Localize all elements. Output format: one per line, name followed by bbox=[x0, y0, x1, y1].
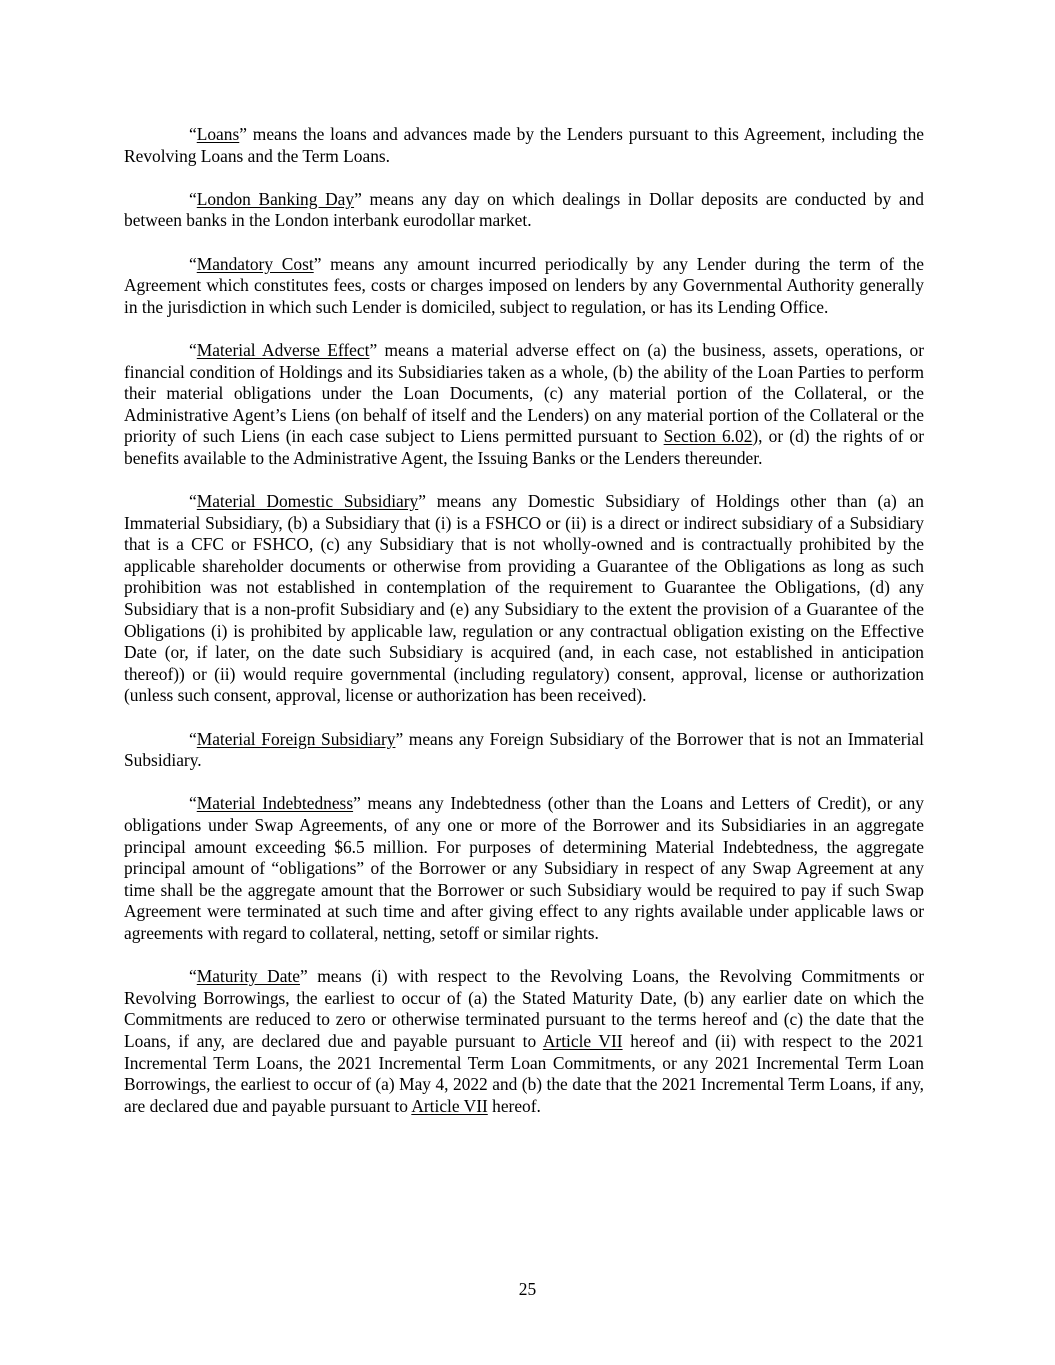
definition-text: ” means a material adverse effect on (a) the business, assets, operations, or financial condition of Holdings and its Subsidiaries taken as a whole, (b) the ability of the Loan Parties to perform their material obligations under the Loan Documents, (c) any material portion of the Collateral, or the Administrative Agent’s Liens (on behalf of itself and the Lenders) on any material portion of the Collateral or the priority of such Liens (in each case subject to Liens permitted pursuant to bbox=[124, 339, 925, 447]
definition-paragraph bbox=[124, 254, 924, 319]
defined-term: Material Foreign Subsidiary bbox=[196, 728, 396, 749]
definition-text: “ bbox=[189, 793, 197, 814]
definition-text: hereof. bbox=[487, 1095, 541, 1116]
definition-text: “ bbox=[189, 339, 197, 360]
definition-text: “ bbox=[189, 728, 197, 749]
defined-term: London Banking Day bbox=[196, 188, 355, 209]
definition-paragraph bbox=[124, 729, 924, 772]
definition-paragraph bbox=[124, 793, 924, 944]
definition-text: ” means any Foreign Subsidiary of the Borrower that is not an Immaterial Subsidiary. bbox=[124, 728, 924, 771]
defined-term: Article VII bbox=[542, 1030, 623, 1051]
definition-text: ” means any day on which dealings in Dollar deposits are conducted by and between banks in the London interbank eurodollar market. bbox=[124, 188, 924, 231]
definition-text: “ bbox=[189, 253, 197, 274]
definition-paragraph bbox=[124, 491, 924, 707]
defined-term: Material Domestic Subsidiary bbox=[196, 491, 419, 512]
definition-text: ” means (i) with respect to the Revolving Loans, the Revolving Commitments or Revolving Borrowings, the earliest to occur of (a) the Stated Maturity Date, (b) any earlier date on which the Commitments are reduced to zero or otherwise terminated pursuant to the terms hereof and (c) the date that the Loans, if any, are declared due and payable pursuant to bbox=[124, 966, 924, 1051]
page-number: 25 bbox=[518, 1279, 537, 1299]
definition-text: “ bbox=[189, 124, 197, 144]
defined-term: Material Adverse Effect bbox=[196, 339, 370, 360]
defined-term: Loans bbox=[196, 124, 240, 144]
definition-text: “ bbox=[189, 491, 197, 512]
definition-text: ” means any amount incurred periodically by any Lender during the term of the Agreement which constitutes fees, costs or charges imposed on lenders by any Governmental Authority generally in the jurisdiction in which such Lender is domiciled, subject to regulation, or has its Lending Office. bbox=[124, 253, 924, 317]
definition-paragraph bbox=[124, 340, 924, 470]
definition-text: ” means any Indebtedness (other than the Loans and Letters of Credit), or any obligations under Swap Agreements, of any one or more of the Borrower and its Subsidiaries in an aggregate principal amount exceeding $6.5 million. For purposes of determining Material Indebtedness, the aggregate principal amount of “obligations” of the Borrower or any Subsidiary in respect of any Swap Agreement at any time shall be the aggregate amount that the Borrower or such Subsidiary would be required to pay if such Swap Agreement were terminated at such time and after giving effect to any rights available under applicable laws or agreements with regard to collateral, netting, setoff or similar rights. bbox=[124, 793, 925, 943]
defined-term: Material Indebtedness bbox=[196, 793, 354, 814]
defined-term: Maturity Date bbox=[196, 966, 300, 987]
definition-paragraph bbox=[124, 124, 924, 167]
definition-text: ), or (d) the rights of or benefits available to the Administrative Agent, the Issuing Banks or the Lenders thereunder. bbox=[124, 426, 924, 468]
definition-text: “ bbox=[189, 966, 197, 987]
definition-paragraph bbox=[124, 189, 924, 232]
document-body bbox=[124, 124, 924, 1139]
definition-text: ” means the loans and advances made by the Lenders pursuant to this Agreement, including the Revolving Loans and the Term Loans. bbox=[124, 124, 924, 166]
defined-term: Article VII bbox=[411, 1095, 488, 1116]
defined-term: Section 6.02 bbox=[663, 426, 753, 447]
definition-text: “ bbox=[189, 188, 197, 209]
definition-paragraph bbox=[124, 966, 924, 1117]
definition-text: ” means any Domestic Subsidiary of Holdings other than (a) an Immaterial Subsidiary, (b) a Subsidiary that (i) is a FSHCO or (ii) is a direct or indirect subsidiary of a Subsidiary that is a CFC or FSHCO, (c) any Subsidiary that is not wholly-owned and is contractually prohibited by the applicable shareholder documents or otherwise from providing a Guarantee of the Obligations as long as such prohibition was not established in contemplation of the requirement to Guarantee the Obligations, (d) any Subsidiary that is a non-profit Subsidiary and (e) any Subsidiary to the extent the provision of a Guarantee of the Obligations (i) is prohibited by applicable law, regulation or any contractual obligation existing on the Effective Date (or, if later, on the date such Subsidiary is acquired (and, in each case, not established in anticipation thereof)) or (ii) would require governmental (including regulatory) consent, approval, license or authorization (unless such consent, approval, license or authorization has been received). bbox=[124, 491, 924, 706]
definition-text: hereof and (ii) with respect to the 2021 Incremental Term Loans, the 2021 Incremental Term Loan Commitments, or any 2021 Incremental Term Loan Borrowings, the earliest to occur of (a) May 4, 2022 and (b) the date that the 2021 Incremental Term Loans, if any, are declared due and payable pursuant to bbox=[124, 1030, 924, 1116]
defined-term: Mandatory Cost bbox=[196, 253, 314, 274]
